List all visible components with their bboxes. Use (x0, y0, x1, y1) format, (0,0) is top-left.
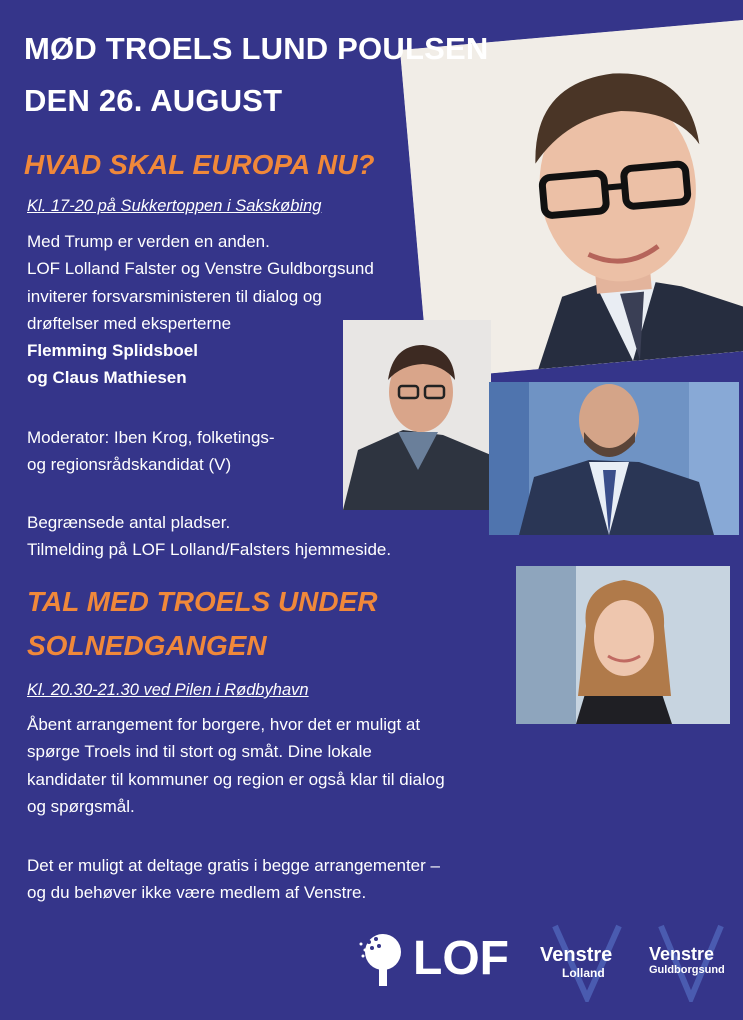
portrait-claus-mathiesen (489, 382, 739, 535)
intro-line: inviterer forsvarsministeren til dialog og (27, 286, 322, 306)
title-line-2: DEN 26. AUGUST (24, 83, 283, 118)
experts-line: og Claus Mathiesen (27, 368, 187, 388)
closing-line: Det er muligt at deltage gratis i begge arrangementer – (27, 856, 440, 875)
body-line: kandidater til kommuner og region er også klar til dialog (27, 769, 445, 789)
event2-heading-line-1: TAL MED TROELS UNDER (27, 586, 378, 617)
event2-heading-line-2: SOLNEDGANGEN (27, 630, 267, 661)
event2-time-place: Kl. 20.30-21.30 ved Pilen i Rødbyhavn (27, 681, 309, 699)
experts-line: Flemming Splidsboel (27, 341, 198, 361)
intro-line: Med Trump er verden en anden. (27, 232, 270, 251)
signup-line: Begrænsede antal pladser. (27, 513, 231, 532)
venstre-lolland-logo: Venstre Lolland (537, 922, 637, 1002)
event1-heading: HVAD SKAL EUROPA NU? (24, 149, 375, 180)
body-line: Åbent arrangement for borgere, hvor det er muligt at (27, 715, 421, 734)
signup-line: Tilmelding på LOF Lolland/Falsters hjemmeside. (27, 540, 392, 560)
portrait-iben-krog (516, 566, 730, 724)
closing-line: og du behøver ikke være medlem af Venstre. (27, 883, 367, 903)
moderator-line: og regionsrådskandidat (V) (27, 455, 232, 475)
body-line: og spørgsmål. (27, 796, 135, 816)
tree-icon (355, 930, 409, 988)
event1-intro (27, 228, 374, 392)
title-line-1: MØD TROELS LUND POULSEN (24, 31, 489, 66)
intro-line: drøftelser med eksperterne (27, 313, 232, 333)
event1-time-place: Kl. 17-20 på Sukkertoppen i Sakskøbing (27, 197, 322, 215)
closing-text (27, 852, 440, 907)
lof-logo: LOF (355, 930, 520, 988)
event1-moderator (27, 424, 275, 479)
moderator-line: Moderator: Iben Krog, folketings- (27, 428, 275, 447)
body-line: spørge Troels ind til stort og småt. Dine lokale (27, 742, 372, 762)
intro-line: LOF Lolland Falster og Venstre Guldborgsund (27, 259, 374, 279)
event1-signup (27, 509, 391, 564)
event2-body (27, 711, 445, 820)
venstre-guldborgsund-logo: Venstre Guldborgsund (645, 922, 740, 1002)
